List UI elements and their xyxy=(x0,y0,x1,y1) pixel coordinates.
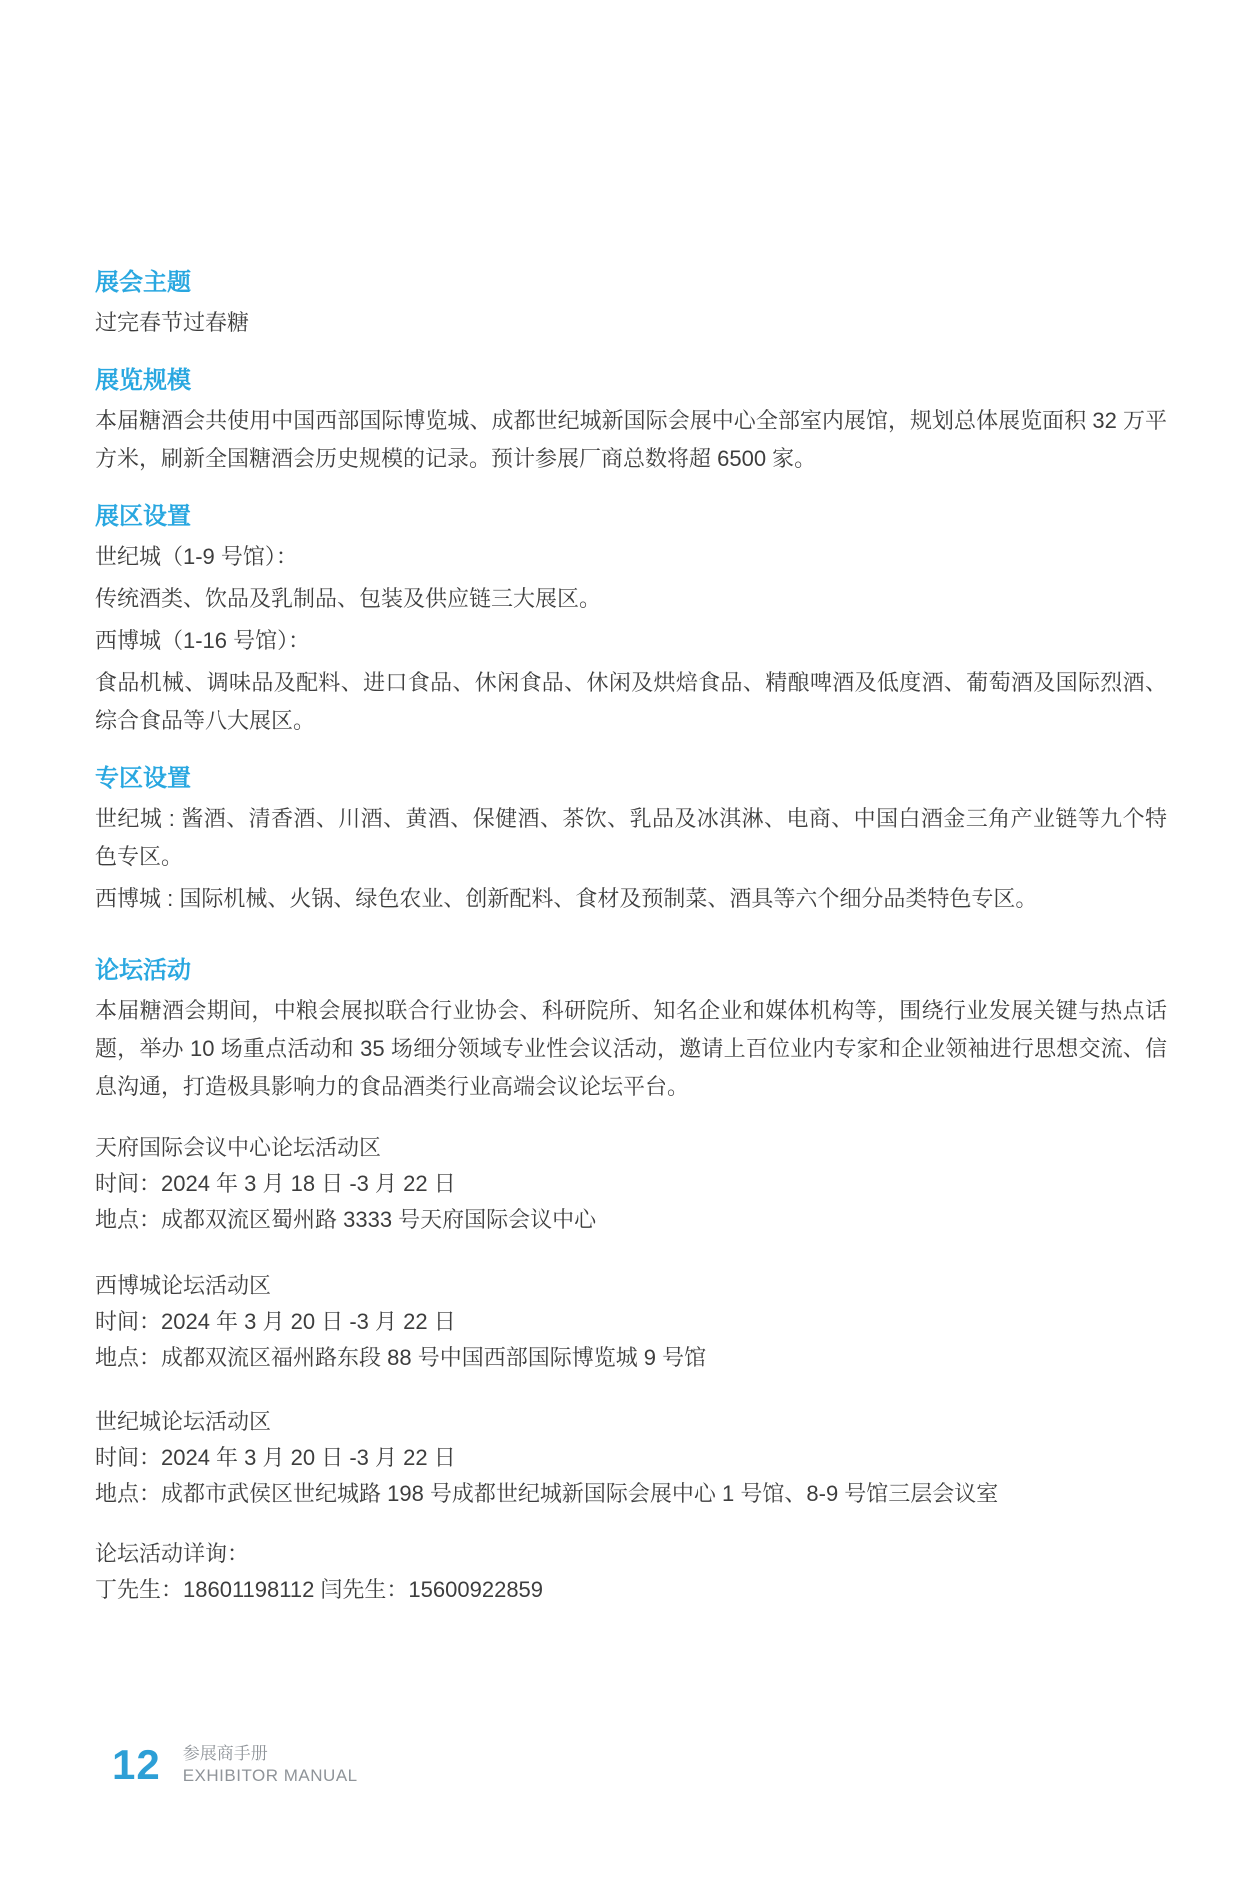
venue-place: 地点：成都市武侯区世纪城路 198 号成都世纪城新国际会展中心 1 号馆、8-9 号馆三层会议室 xyxy=(95,1481,999,1506)
forum-venue-shijicheng xyxy=(95,1404,1167,1512)
venue-name: 世纪城论坛活动区 xyxy=(95,1409,272,1434)
section-heading-zones: 展区设置 xyxy=(95,503,191,530)
page-number: 12 xyxy=(112,1741,161,1788)
zones-block1-title: 世纪城（1-9 号馆）： xyxy=(95,544,298,569)
venue-place: 地点：成都双流区福州路东段 88 号中国西部国际博览城 9 号馆 xyxy=(95,1345,707,1370)
scale-body: 本届糖酒会共使用中国西部国际博览城、成都世纪城新国际会展中心全部室内展馆，规划总体展览面积 32 万平方米，刷新全国糖酒会历史规模的记录。预计参展厂商总数将超 6500 家。 xyxy=(95,408,1167,471)
page-footer xyxy=(112,1742,358,1788)
venue-name: 天府国际会议中心论坛活动区 xyxy=(95,1135,382,1160)
venue-place: 地点：成都双流区蜀州路 3333 号天府国际会议中心 xyxy=(95,1207,597,1232)
special-line-century-city: 世纪城 : 酱酒、清香酒、川酒、黄酒、保健酒、茶饮、乳品及冰淇淋、电商、中国白酒金三角产业链等九个特色专区。 xyxy=(95,806,1167,869)
venue-time: 时间：2024 年 3 月 20 日 -3 月 22 日 xyxy=(95,1445,456,1470)
section-heading-theme: 展会主题 xyxy=(95,269,191,296)
forum-intro: 本届糖酒会期间，中粮会展拟联合行业协会、科研院所、知名企业和媒体机构等，围绕行业发展关键与热点话题，举办 10 场重点活动和 35 场细分领域专业性会议活动，邀请上百位业内专家和企业领袖进行思想交流、信息沟通，打造极具影响力的食品酒类行业高端会议论坛平台。 xyxy=(95,998,1167,1099)
zones-block2-title: 西博城（1-16 号馆）： xyxy=(95,628,311,653)
section-heading-scale: 展览规模 xyxy=(95,367,191,394)
theme-body: 过完春节过春糖 xyxy=(95,310,250,335)
page-content xyxy=(95,266,1167,1608)
venue-time: 时间：2024 年 3 月 20 日 -3 月 22 日 xyxy=(95,1309,456,1334)
contact-label: 论坛活动详询： xyxy=(95,1541,250,1566)
forum-venue-xibocheng xyxy=(95,1268,1167,1376)
venue-time: 时间：2024 年 3 月 18 日 -3 月 22 日 xyxy=(95,1171,456,1196)
footer-titles xyxy=(183,1743,358,1787)
contact-phones: 丁先生：18601198112 闫先生：15600922859 xyxy=(95,1577,544,1602)
forum-contact xyxy=(95,1536,1167,1608)
zones-block2-body: 食品机械、调味品及配料、进口食品、休闲食品、休闲及烘焙食品、精酿啤酒及低度酒、葡萄酒及国际烈酒、综合食品等八大展区。 xyxy=(95,670,1167,733)
manual-title-zh: 参展商手册 xyxy=(182,1744,268,1763)
manual-title-en: EXHIBITOR MANUAL xyxy=(182,1766,358,1785)
venue-name: 西博城论坛活动区 xyxy=(95,1273,272,1298)
section-heading-special: 专区设置 xyxy=(95,765,191,792)
special-line-xibo-city: 西博城 : 国际机械、火锅、绿色农业、创新配料、食材及预制菜、酒具等六个细分品类特色专区。 xyxy=(95,886,1038,911)
forum-venue-tianfu xyxy=(95,1130,1167,1238)
zones-block1-body: 传统酒类、饮品及乳制品、包装及供应链三大展区。 xyxy=(95,586,602,611)
section-heading-forum: 论坛活动 xyxy=(95,957,191,984)
